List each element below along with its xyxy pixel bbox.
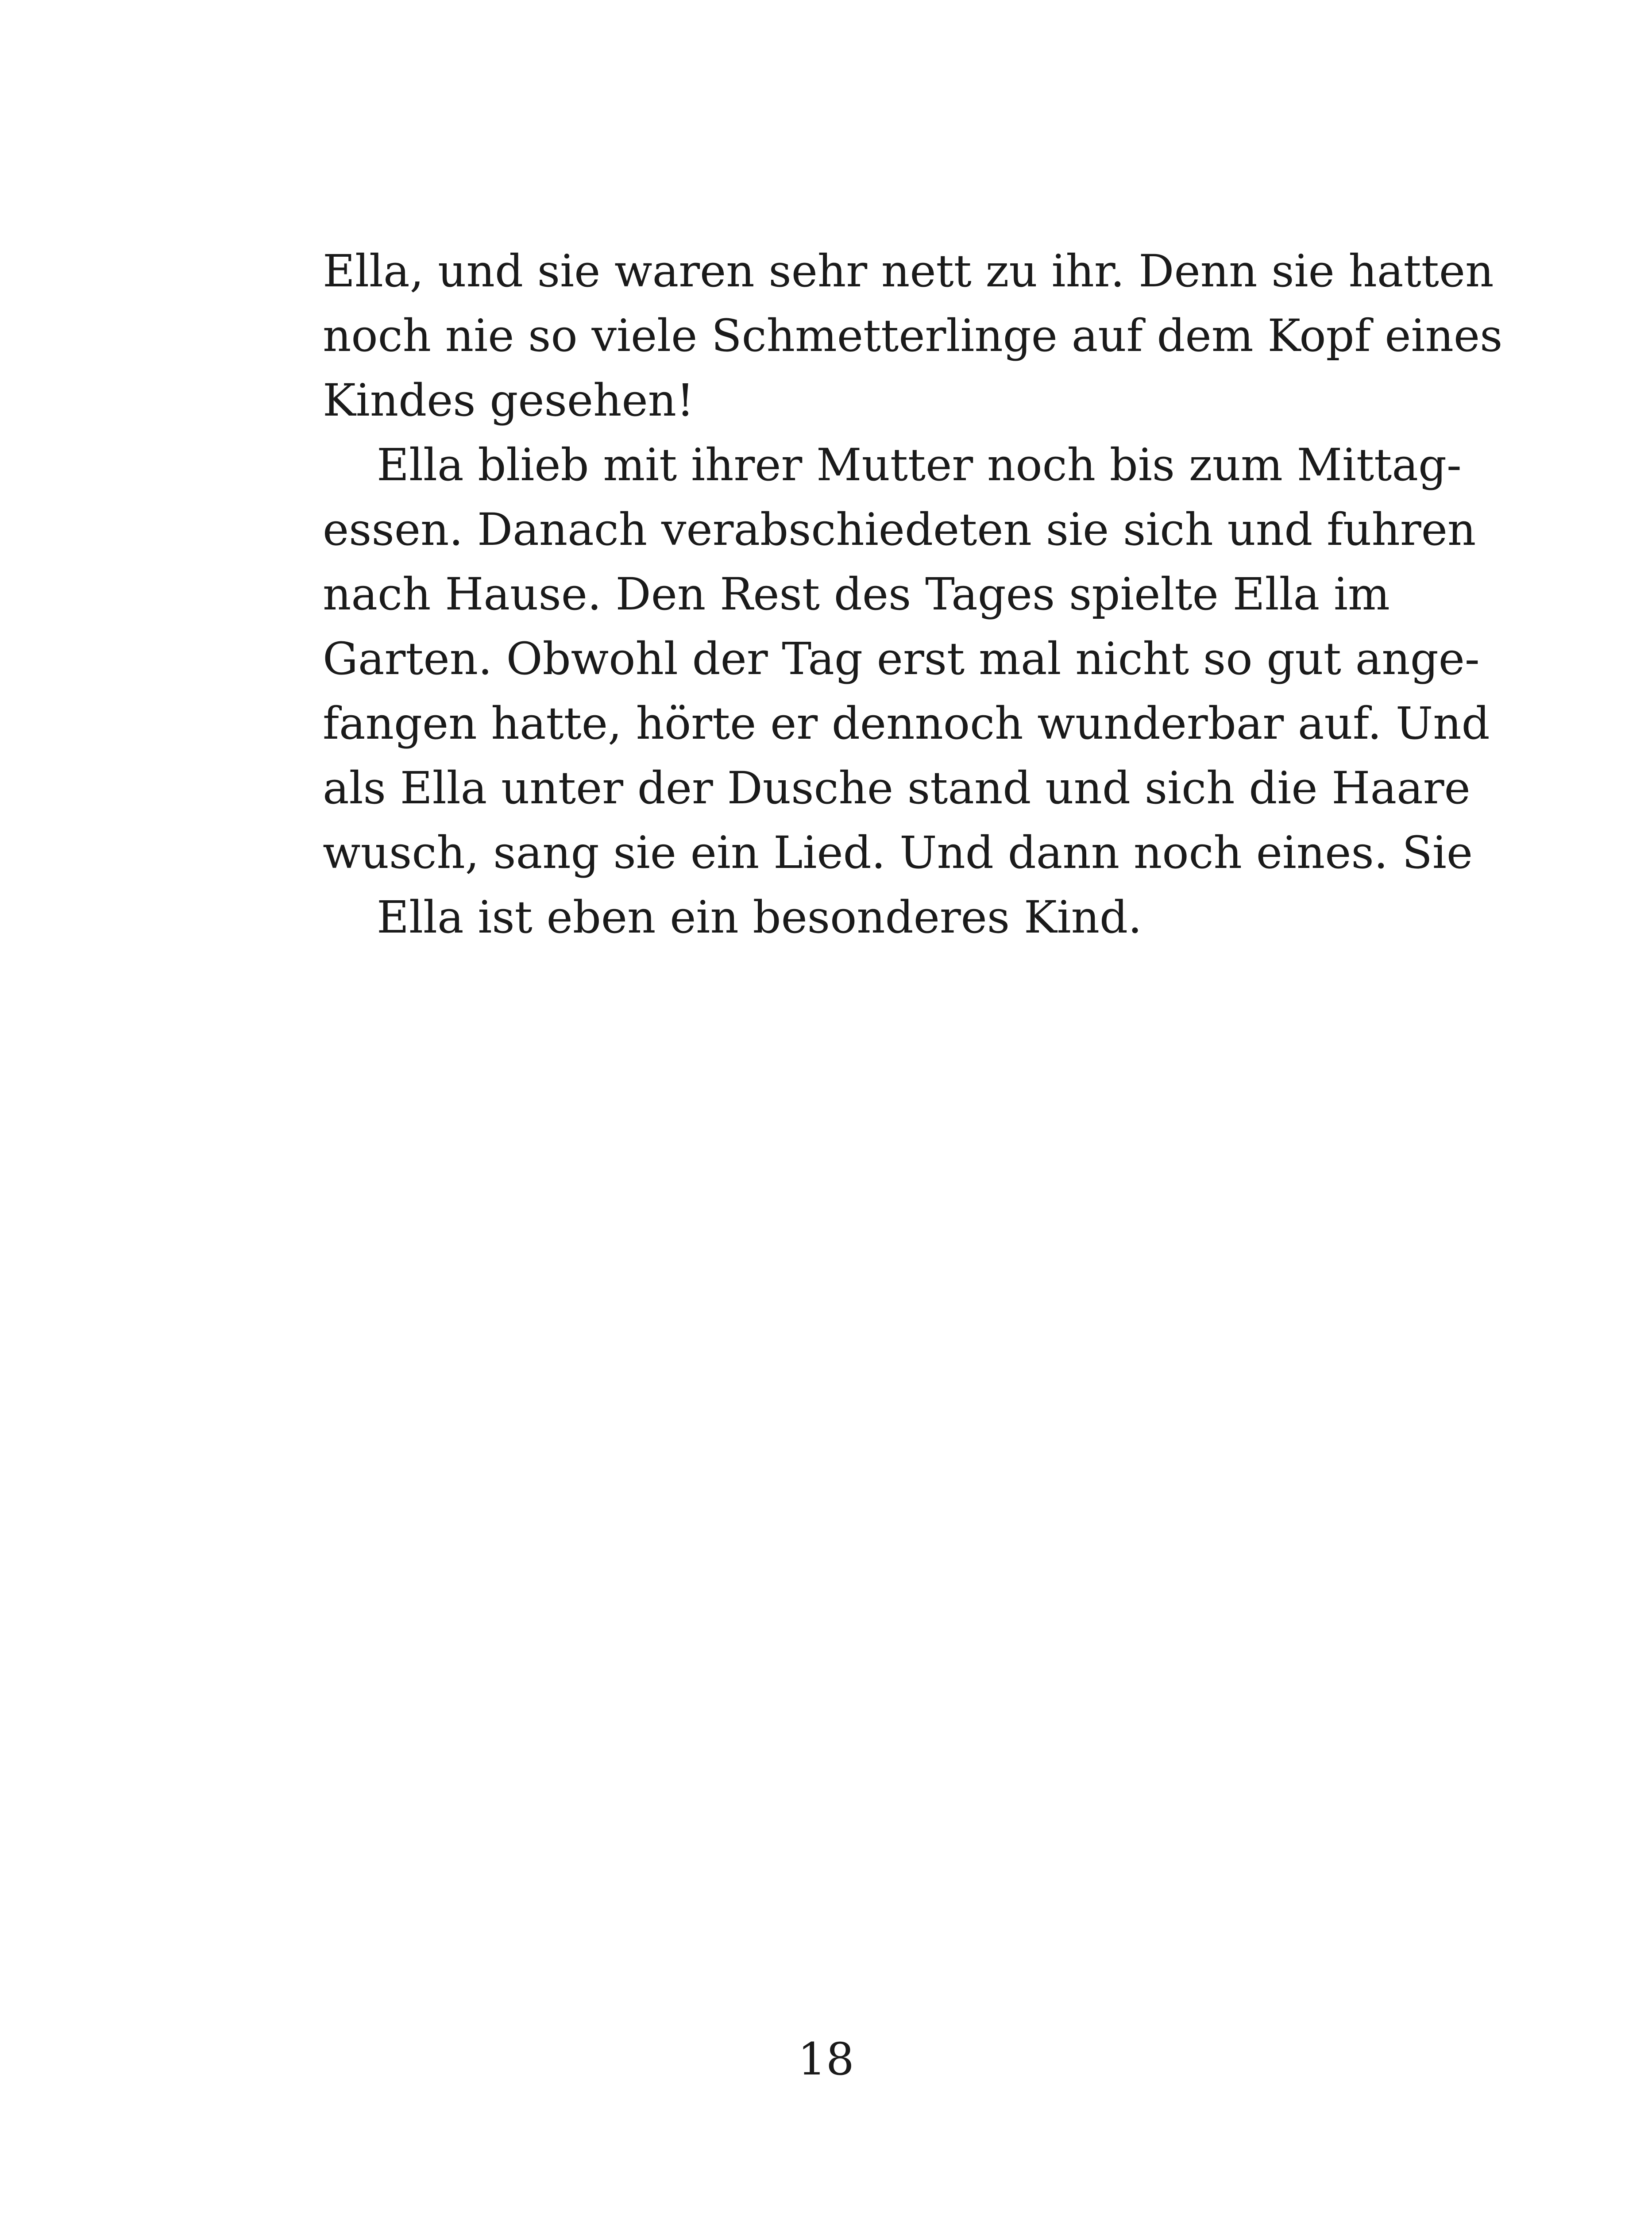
paragraph-2 [323,433,1490,885]
text-line: nach Hause. Den Rest des Tages spielte Ella im [323,568,1390,620]
text-line: Ella ist eben ein besonderes Kind. [377,891,1142,943]
text-line: als Ella unter der Dusche stand und sich die Haare [323,762,1471,814]
text-line: Kindes gesehen! [323,374,695,426]
text-line: Garten. Obwohl der Tag erst mal nicht so gut ange- [323,633,1480,685]
text-line: fangen hatte, hörte er dennoch wunderbar auf. Und [323,698,1490,749]
body-text [323,239,1503,950]
text-line: noch nie so viele Schmetterlinge auf dem Kopf eines [323,310,1503,362]
paragraph-3 [323,885,1381,950]
text-line: Ella, und sie waren sehr nett zu ihr. Denn sie hatten [323,245,1494,297]
text-line: essen. Danach verabschiedeten sie sich und fuhren [323,504,1476,555]
paragraph-1 [323,239,1503,433]
page-number: 18 [798,2033,854,2085]
text-line: Ella blieb mit ihrer Mutter noch bis zum Mittag- [377,439,1462,491]
text-line: wusch, sang sie ein Lied. Und dann noch eines. Sie [323,827,1473,879]
